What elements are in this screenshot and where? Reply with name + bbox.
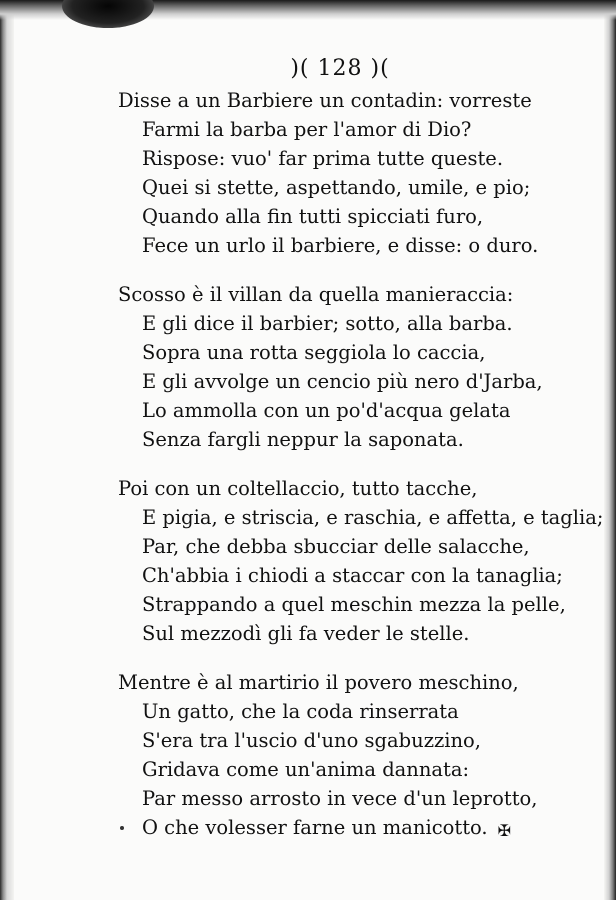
stanza-2-line-1: Scosso è il villan da quella manieraccia: (118, 283, 514, 306)
page-edge-right (604, 0, 616, 900)
stanza-1-line-5: Quando alla fin tutti spicciati furo, (142, 205, 484, 228)
stanza-1-line-1: Disse a un Barbiere un contadin: vorreste (118, 89, 532, 112)
stanza-3-line-6: Sul mezzodì gli fa veder le stelle. (142, 622, 470, 645)
stanza-4-line-3: S'era tra l'uscio d'uno sgabuzzino, (142, 729, 481, 752)
ink-speck (120, 826, 124, 830)
stanza-3-line-5: Strappando a quel meschin mezza la pelle, (142, 593, 566, 616)
stanza-3-line-3: Par, che debba sbucciar delle salacche, (142, 535, 530, 558)
stanza-1-line-4: Quei si stette, aspettando, umile, e pio; (142, 176, 531, 199)
stanza-4-line-6 (118, 813, 578, 842)
stanza-1 (118, 86, 578, 260)
stanza-4-line-2: Un gatto, che la coda rinserrata (142, 700, 459, 723)
stanza-3-line-4: Ch'abbia i chiodi a staccar con la tanaglia; (142, 564, 563, 587)
stanza-1-line-2: Farmi la barba per l'amor di Dio? (142, 118, 472, 141)
stanza-4-line-6-text: O che volesser farne un manicotto. (142, 816, 488, 839)
stanza-2-line-2: E gli dice il barbier; sotto, alla barba. (142, 312, 513, 335)
stanza-2-line-3: Sopra una rotta seggiola lo caccia, (142, 341, 486, 364)
stanza-3 (118, 474, 604, 648)
printer-ornament-icon: ✠ (497, 821, 512, 840)
poem (118, 86, 604, 862)
stanza-2-line-6: Senza fargli neppur la saponata. (142, 428, 464, 451)
stanza-4-line-4: Gridava come un'anima dannata: (142, 758, 470, 781)
stanza-4-line-1: Mentre è al martirio il povero meschino, (118, 671, 519, 694)
stanza-1-line-3: Rispose: vuo' far prima tutte queste. (142, 147, 504, 170)
stanza-2-line-5: Lo ammolla con un po'd'acqua gelata (142, 399, 511, 422)
page-number: )( 128 )( (290, 56, 390, 81)
stanza-2-line-4: E gli avvolge un cencio più nero d'Jarba, (142, 370, 543, 393)
stanza-2 (118, 280, 578, 454)
stanza-1-line-6: Fece un urlo il barbiere, e disse: o duro. (142, 234, 539, 257)
stanza-3-line-1: Poi con un coltellaccio, tutto tacche, (118, 477, 478, 500)
stanza-3-line-2: E pigia, e striscia, e raschia, e affetta, e taglia; (142, 506, 604, 529)
stanza-4-line-5: Par messo arrosto in vece d'un leprotto, (142, 787, 538, 810)
page-binding-edge-left (0, 0, 14, 900)
stanza-4 (118, 668, 578, 842)
